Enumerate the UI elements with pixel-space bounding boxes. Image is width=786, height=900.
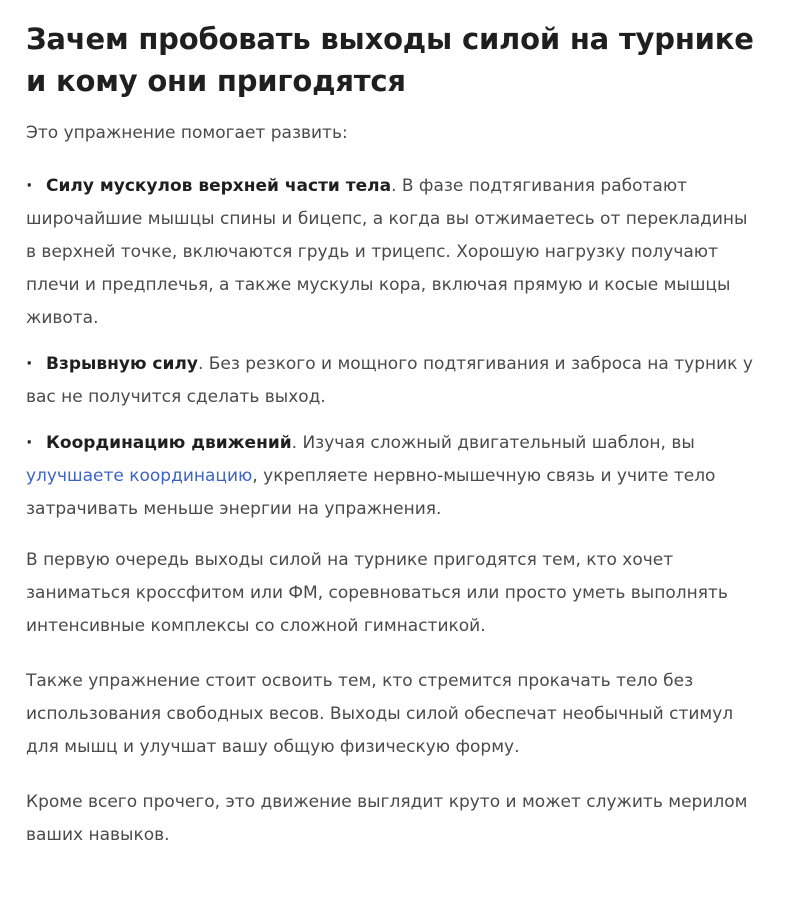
paragraph: В первую очередь выходы силой на турнике пригодятся тем, кто хочет заниматься кроссфитом или ФМ, соревноваться или просто уметь выполнять интенсивные комплексы со сложной гимнастикой. [26,550,728,636]
list-item [26,348,756,414]
coordination-link[interactable]: улучшаете координацию [26,466,253,486]
paragraph: Кроме всего прочего, это движение выглядит круто и может служить мерилом ваших навыков. [26,792,748,845]
intro-text: Это упражнение помогает развить: [26,123,348,143]
benefit-text: . Изучая сложный двигательный шаблон, вы [291,433,695,453]
benefit-text: . Без резкого и мощного подтягивания и заброса на турник у вас не получится сделать выход. [26,354,753,407]
benefit-heading: Координацию движений [46,433,292,453]
bullet-icon: · [26,354,33,374]
benefit-heading: Взрывную силу [46,354,198,374]
list-item [26,427,756,526]
benefit-text: . В фазе подтягивания работают широчайшие мышцы спины и бицепс, а когда вы отжимаетесь от перекладины в верхней точке, включаются грудь и трицепс. Хорошую нагрузку получают плечи и предплечья, а также мускулы кора, включая прямую и косые мышцы живота. [26,176,748,328]
bullet-icon: · [26,433,33,453]
benefits-list [26,170,756,526]
benefit-heading: Силу мускулов верхней части тела [46,176,392,196]
benefit-text: , укрепляете нервно-мышечную связь и учите тело затрачивать меньше энергии на упражнения. [26,466,716,519]
article-title: Зачем пробовать выходы силой на турнике и кому они пригодятся [26,22,754,98]
paragraph: Также упражнение стоит освоить тем, кто стремится прокачать тело без использования свободных весов. Выходы силой обеспечат необычный стимул для мышц и улучшат вашу общую физическую форму. [26,671,734,757]
bullet-icon: · [26,176,33,196]
list-item [26,170,756,335]
